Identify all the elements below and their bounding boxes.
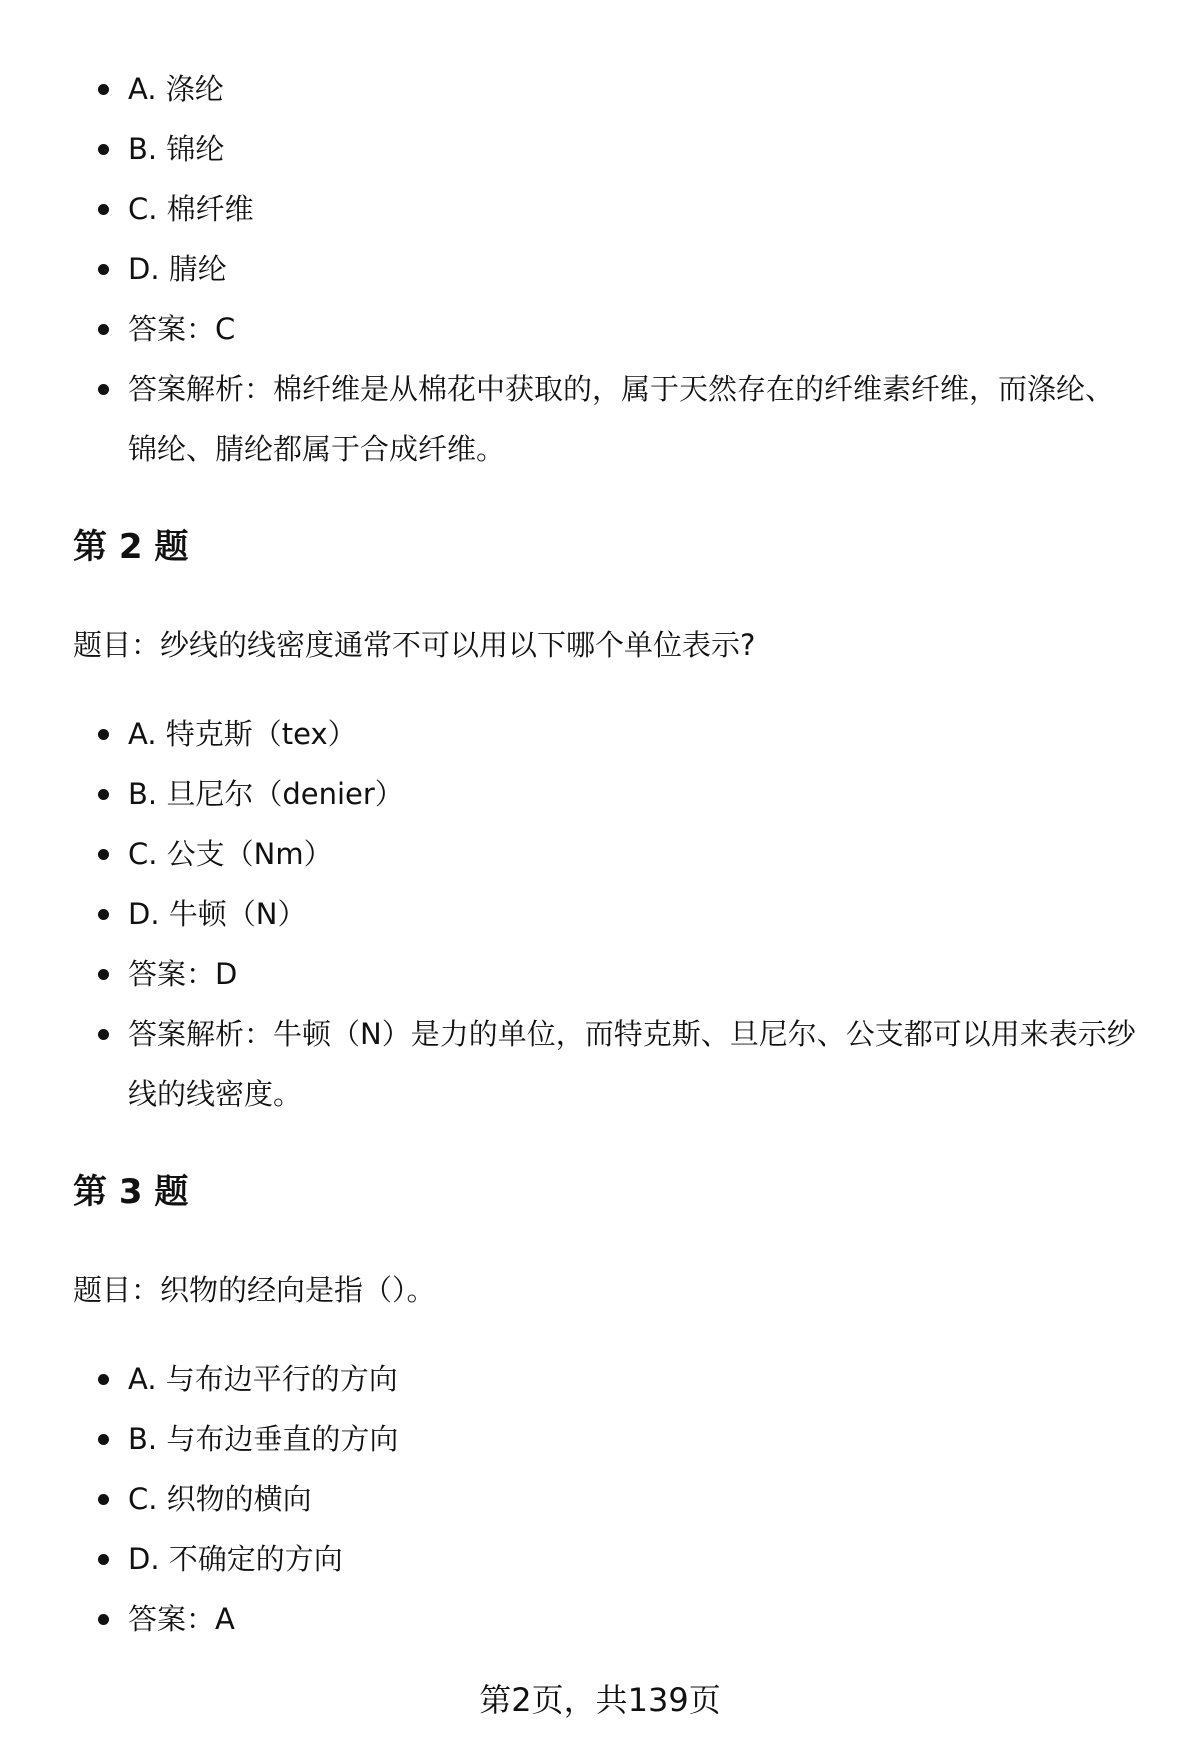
- answer-analysis: 答案解析：牛顿（N）是力的单位，而特克斯、旦尼尔、公支都可以用来表示纱线的线密度。: [128, 1017, 1136, 1111]
- bullet-icon: [98, 324, 109, 335]
- list-item: [0, 299, 1200, 359]
- list-item: [0, 1469, 1200, 1529]
- q3-options-list: [0, 1349, 1200, 1649]
- list-item: [0, 1349, 1200, 1409]
- list-item: [0, 59, 1200, 119]
- list-item: [0, 1004, 1200, 1124]
- option-d: D. 牛顿（N）: [128, 897, 307, 931]
- bullet-icon: [98, 1554, 109, 1565]
- page-number-footer: 第2页，共139页: [479, 1681, 721, 1719]
- answer: 答案：C: [128, 312, 236, 346]
- question-title: 第 3 题: [73, 1172, 189, 1212]
- answer: 答案：D: [128, 957, 238, 991]
- option-a: A. 与布边平行的方向: [128, 1362, 398, 1396]
- list-item: [0, 359, 1200, 479]
- option-c: C. 织物的横向: [128, 1482, 312, 1516]
- question-text: 题目：纱线的线密度通常不可以用以下哪个单位表示?: [73, 628, 756, 662]
- answer: 答案：A: [128, 1602, 235, 1636]
- bullet-icon: [98, 789, 109, 800]
- bullet-icon: [98, 969, 109, 980]
- bullet-icon: [98, 1614, 109, 1625]
- list-item: [0, 1589, 1200, 1649]
- bullet-icon: [98, 384, 109, 395]
- list-item: [0, 884, 1200, 944]
- bullet-icon: [98, 84, 109, 95]
- list-item: [0, 119, 1200, 179]
- option-d: D. 不确定的方向: [128, 1542, 343, 1576]
- option-c: C. 棉纤维: [128, 192, 254, 226]
- bullet-icon: [98, 1374, 109, 1385]
- list-item: [0, 944, 1200, 1004]
- bullet-icon: [98, 909, 109, 920]
- bullet-icon: [98, 729, 109, 740]
- answer-analysis: 答案解析：棉纤维是从棉花中获取的，属于天然存在的纤维素纤维，而涤纶、锦纶、腈纶都属于合成纤维。: [128, 372, 1115, 466]
- option-c: C. 公支（Nm）: [128, 837, 333, 871]
- question-text: 题目：织物的经向是指（）。: [73, 1273, 436, 1307]
- option-b: B. 与布边垂直的方向: [128, 1422, 399, 1456]
- list-item: [0, 239, 1200, 299]
- option-b: B. 旦尼尔（denier）: [128, 777, 404, 811]
- list-item: [0, 179, 1200, 239]
- list-item: [0, 764, 1200, 824]
- list-item: [0, 824, 1200, 884]
- list-item: [0, 704, 1200, 764]
- list-item: [0, 1409, 1200, 1469]
- bullet-icon: [98, 849, 109, 860]
- list-item: [0, 1529, 1200, 1589]
- option-a: A. 涤纶: [128, 72, 224, 106]
- bullet-icon: [98, 144, 109, 155]
- question-title: 第 2 题: [73, 527, 189, 567]
- q1-options-list: [0, 59, 1200, 479]
- option-a: A. 特克斯（tex）: [128, 717, 357, 751]
- bullet-icon: [98, 264, 109, 275]
- bullet-icon: [98, 204, 109, 215]
- bullet-icon: [98, 1029, 109, 1040]
- q2-options-list: [0, 704, 1200, 1124]
- option-d: D. 腈纶: [128, 252, 227, 286]
- bullet-icon: [98, 1434, 109, 1445]
- bullet-icon: [98, 1494, 109, 1505]
- option-b: B. 锦纶: [128, 132, 225, 166]
